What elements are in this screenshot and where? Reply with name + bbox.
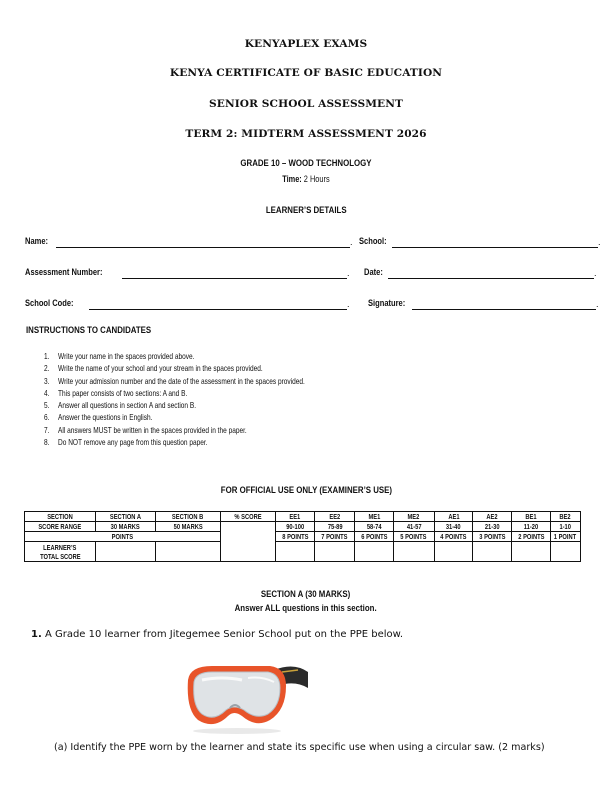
school-field[interactable] — [392, 247, 598, 248]
assessment-number-label: Assessment Number: — [25, 267, 103, 277]
name-label: Name: — [25, 236, 49, 246]
list-item: 7. All answers MUST be written in the spaces provided in the paper. — [44, 424, 247, 435]
section-a-subtitle: Answer ALL questions in this section. — [234, 603, 378, 614]
term-title: TERM 2: MIDTERM ASSESSMENT 2026 — [185, 128, 427, 140]
exam-body-title: KENYAPLEX EXAMS — [244, 38, 368, 50]
assessment-number-field[interactable] — [122, 278, 347, 279]
section-a-title: SECTION A (30 MARKS) — [261, 589, 351, 600]
instructions-title: INSTRUCTIONS TO CANDIDATES — [26, 325, 152, 336]
assessment-title: SENIOR SCHOOL ASSESSMENT — [209, 98, 403, 110]
safety-goggles-image — [182, 658, 312, 736]
list-item: 2. Write the name of your school and your stream in the spaces provided. — [44, 363, 263, 374]
official-use-table — [24, 511, 581, 562]
question-1: 1. A Grade 10 learner from Jitegemee Senior School put on the PPE below. — [31, 629, 404, 640]
signature-label: Signature: — [368, 298, 406, 308]
instructions-list — [44, 350, 378, 448]
question-1a: (a) Identify the PPE worn by the learner and state its specific use when using a circular saw. (2 marks) — [54, 742, 545, 753]
list-item: 5. Answer all questions in section A and section B. — [44, 400, 197, 411]
list-item: 6. Answer the questions in English. — [44, 412, 153, 423]
date-label: Date: — [364, 267, 383, 277]
section-b-score-cell[interactable] — [156, 542, 221, 562]
table-row: LEARNER’S TOTAL SCORE — [25, 542, 581, 562]
table-row: SCORE RANGE 30 MARKS 50 MARKS 90-100 75-89 58-74 41-57 31-40 21-30 11-20 1-10 — [25, 522, 581, 532]
percent-score-cell[interactable] — [220, 522, 275, 562]
list-item: 3. Write your admission number and the date of the assessment in the spaces provided. — [44, 375, 305, 386]
school-label: School: — [359, 236, 387, 246]
official-use-title: FOR OFFICIAL USE ONLY (EXAMINER’S USE) — [220, 485, 392, 496]
learner-details-title: LEARNER’S DETAILS — [265, 205, 347, 216]
table-row: POINTS 8 POINTS 7 POINTS 6 POINTS 5 POINTS 4 POINTS 3 POINTS 2 POINTS 1 POINT — [25, 532, 581, 542]
date-field[interactable] — [388, 278, 594, 279]
subject-title: GRADE 10 – WOOD TECHNOLOGY — [240, 158, 372, 169]
table-row: SECTION SECTION A SECTION B % SCORE EE1 EE2 ME1 ME2 AE1 AE2 BE1 BE2 — [25, 512, 581, 522]
list-item: 1. Write your name in the spaces provided above. — [44, 351, 195, 361]
section-a-score-cell[interactable] — [95, 542, 155, 562]
certificate-title: KENYA CERTIFICATE OF BASIC EDUCATION — [169, 67, 443, 79]
school-code-field[interactable] — [89, 309, 347, 310]
school-code-label: School Code: — [25, 298, 74, 308]
list-item: 8. Do NOT remove any page from this question paper. — [44, 437, 208, 448]
signature-field[interactable] — [412, 309, 596, 310]
time-line: Time: 2 Hours — [282, 174, 330, 184]
list-item: 4. This paper consists of two sections: A and B. — [44, 387, 188, 398]
name-field[interactable] — [56, 247, 350, 248]
